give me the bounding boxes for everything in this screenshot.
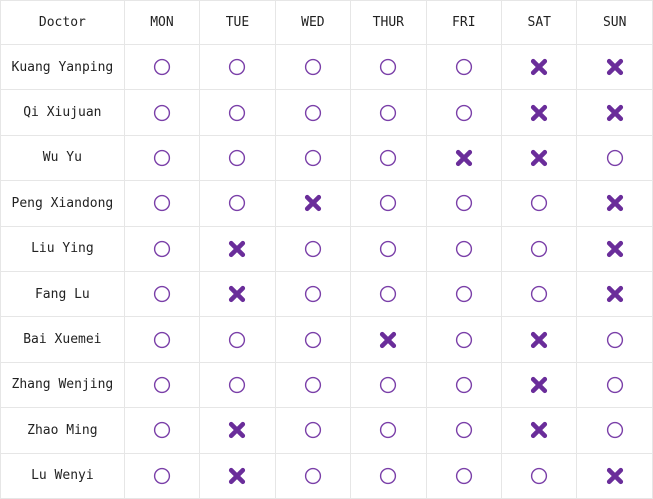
schedule-cell-tue <box>200 317 275 362</box>
circle-icon <box>379 240 397 258</box>
circle-icon <box>606 376 624 394</box>
circle-icon <box>304 285 322 303</box>
schedule-cell-sun <box>577 181 653 226</box>
circle-icon <box>455 467 473 485</box>
schedule-cell-tue <box>200 135 275 180</box>
circle-icon <box>530 467 548 485</box>
schedule-cell-sun <box>577 271 653 316</box>
cross-icon <box>455 149 473 167</box>
schedule-cell-thur <box>351 271 426 316</box>
cross-icon <box>228 285 246 303</box>
circle-icon <box>455 240 473 258</box>
circle-icon <box>228 376 246 394</box>
schedule-cell-fri <box>426 226 501 271</box>
circle-icon <box>379 149 397 167</box>
circle-icon <box>379 58 397 76</box>
schedule-cell-tue <box>200 45 275 90</box>
circle-icon <box>606 421 624 439</box>
circle-icon <box>228 149 246 167</box>
schedule-cell-thur <box>351 226 426 271</box>
schedule-cell-wed <box>275 90 350 135</box>
circle-icon <box>228 194 246 212</box>
doctor-name: Lu Wenyi <box>1 453 125 498</box>
circle-icon <box>228 331 246 349</box>
schedule-cell-sat <box>502 226 577 271</box>
schedule-cell-thur <box>351 90 426 135</box>
schedule-cell-wed <box>275 453 350 498</box>
table-row <box>1 90 653 135</box>
cross-icon <box>379 331 397 349</box>
schedule-cell-sun <box>577 135 653 180</box>
schedule-cell-sun <box>577 90 653 135</box>
circle-icon <box>530 285 548 303</box>
circle-icon <box>304 331 322 349</box>
table-row <box>1 453 653 498</box>
circle-icon <box>153 240 171 258</box>
schedule-cell-thur <box>351 135 426 180</box>
schedule-cell-fri <box>426 453 501 498</box>
schedule-cell-mon <box>124 226 199 271</box>
doctor-name: Bai Xuemei <box>1 317 125 362</box>
schedule-cell-wed <box>275 408 350 453</box>
schedule-cell-sun <box>577 317 653 362</box>
circle-icon <box>153 331 171 349</box>
schedule-cell-mon <box>124 362 199 407</box>
schedule-cell-sat <box>502 317 577 362</box>
doctor-name: Qi Xiujuan <box>1 90 125 135</box>
circle-icon <box>228 58 246 76</box>
schedule-cell-thur <box>351 408 426 453</box>
schedule-cell-wed <box>275 135 350 180</box>
schedule-cell-fri <box>426 181 501 226</box>
schedule-cell-sun <box>577 226 653 271</box>
schedule-cell-sat <box>502 408 577 453</box>
day-header-wed: WED <box>275 1 350 45</box>
schedule-cell-fri <box>426 90 501 135</box>
cross-icon <box>530 58 548 76</box>
circle-icon <box>304 240 322 258</box>
circle-icon <box>153 376 171 394</box>
schedule-cell-mon <box>124 453 199 498</box>
circle-icon <box>455 285 473 303</box>
schedule-cell-thur <box>351 45 426 90</box>
schedule-cell-wed <box>275 362 350 407</box>
schedule-cell-fri <box>426 362 501 407</box>
schedule-cell-sat <box>502 45 577 90</box>
doctor-name: Wu Yu <box>1 135 125 180</box>
schedule-cell-mon <box>124 271 199 316</box>
cross-icon <box>530 149 548 167</box>
cross-icon <box>606 104 624 122</box>
table-row <box>1 135 653 180</box>
schedule-cell-fri <box>426 317 501 362</box>
schedule-cell-sat <box>502 453 577 498</box>
doctor-name: Kuang Yanping <box>1 45 125 90</box>
circle-icon <box>379 421 397 439</box>
schedule-cell-thur <box>351 317 426 362</box>
circle-icon <box>530 194 548 212</box>
circle-icon <box>153 104 171 122</box>
cross-icon <box>530 331 548 349</box>
cross-icon <box>530 104 548 122</box>
schedule-cell-sun <box>577 45 653 90</box>
day-header-sun: SUN <box>577 1 653 45</box>
header-row <box>1 1 653 45</box>
circle-icon <box>606 331 624 349</box>
cross-icon <box>606 467 624 485</box>
cross-icon <box>304 194 322 212</box>
circle-icon <box>455 58 473 76</box>
circle-icon <box>455 104 473 122</box>
circle-icon <box>304 58 322 76</box>
circle-icon <box>379 467 397 485</box>
day-header-thur: THUR <box>351 1 426 45</box>
cross-icon <box>530 421 548 439</box>
day-header-mon: MON <box>124 1 199 45</box>
schedule-cell-thur <box>351 362 426 407</box>
doctor-column-header: Doctor <box>1 1 125 45</box>
schedule-cell-wed <box>275 317 350 362</box>
table-row <box>1 317 653 362</box>
schedule-cell-fri <box>426 45 501 90</box>
schedule-cell-sat <box>502 362 577 407</box>
circle-icon <box>379 194 397 212</box>
schedule-cell-mon <box>124 90 199 135</box>
schedule-cell-sun <box>577 408 653 453</box>
schedule-cell-sun <box>577 362 653 407</box>
table-row <box>1 362 653 407</box>
cross-icon <box>228 421 246 439</box>
schedule-cell-mon <box>124 408 199 453</box>
day-header-fri: FRI <box>426 1 501 45</box>
schedule-cell-fri <box>426 271 501 316</box>
circle-icon <box>304 376 322 394</box>
cross-icon <box>606 285 624 303</box>
schedule-cell-sat <box>502 135 577 180</box>
cross-icon <box>606 194 624 212</box>
table-row <box>1 271 653 316</box>
circle-icon <box>153 285 171 303</box>
table-row <box>1 226 653 271</box>
circle-icon <box>304 467 322 485</box>
circle-icon <box>455 376 473 394</box>
circle-icon <box>153 58 171 76</box>
schedule-cell-thur <box>351 181 426 226</box>
cross-icon <box>606 58 624 76</box>
cross-icon <box>228 240 246 258</box>
circle-icon <box>379 104 397 122</box>
circle-icon <box>153 149 171 167</box>
schedule-cell-wed <box>275 271 350 316</box>
circle-icon <box>304 104 322 122</box>
circle-icon <box>455 331 473 349</box>
circle-icon <box>304 421 322 439</box>
schedule-cell-tue <box>200 181 275 226</box>
schedule-cell-sat <box>502 181 577 226</box>
schedule-cell-tue <box>200 453 275 498</box>
table-row <box>1 181 653 226</box>
schedule-cell-mon <box>124 317 199 362</box>
circle-icon <box>530 240 548 258</box>
schedule-cell-wed <box>275 226 350 271</box>
schedule-cell-tue <box>200 362 275 407</box>
schedule-cell-mon <box>124 45 199 90</box>
cross-icon <box>606 240 624 258</box>
schedule-cell-tue <box>200 408 275 453</box>
table-row <box>1 408 653 453</box>
schedule-cell-thur <box>351 453 426 498</box>
schedule-cell-fri <box>426 135 501 180</box>
schedule-cell-fri <box>426 408 501 453</box>
circle-icon <box>379 376 397 394</box>
doctor-name: Zhao Ming <box>1 408 125 453</box>
circle-icon <box>455 421 473 439</box>
schedule-cell-wed <box>275 45 350 90</box>
circle-icon <box>153 467 171 485</box>
schedule-cell-tue <box>200 226 275 271</box>
schedule-cell-mon <box>124 181 199 226</box>
doctor-name: Zhang Wenjing <box>1 362 125 407</box>
schedule-cell-tue <box>200 271 275 316</box>
day-header-tue: TUE <box>200 1 275 45</box>
circle-icon <box>379 285 397 303</box>
schedule-cell-sun <box>577 453 653 498</box>
cross-icon <box>530 376 548 394</box>
table-row <box>1 45 653 90</box>
schedule-cell-mon <box>124 135 199 180</box>
schedule-body <box>1 45 653 499</box>
schedule-cell-wed <box>275 181 350 226</box>
circle-icon <box>153 194 171 212</box>
circle-icon <box>228 104 246 122</box>
circle-icon <box>153 421 171 439</box>
schedule-cell-sat <box>502 90 577 135</box>
circle-icon <box>455 194 473 212</box>
doctor-name: Fang Lu <box>1 271 125 316</box>
circle-icon <box>304 149 322 167</box>
day-header-sat: SAT <box>502 1 577 45</box>
schedule-cell-sat <box>502 271 577 316</box>
schedule-cell-tue <box>200 90 275 135</box>
doctor-name: Peng Xiandong <box>1 181 125 226</box>
cross-icon <box>228 467 246 485</box>
circle-icon <box>606 149 624 167</box>
doctor-name: Liu Ying <box>1 226 125 271</box>
